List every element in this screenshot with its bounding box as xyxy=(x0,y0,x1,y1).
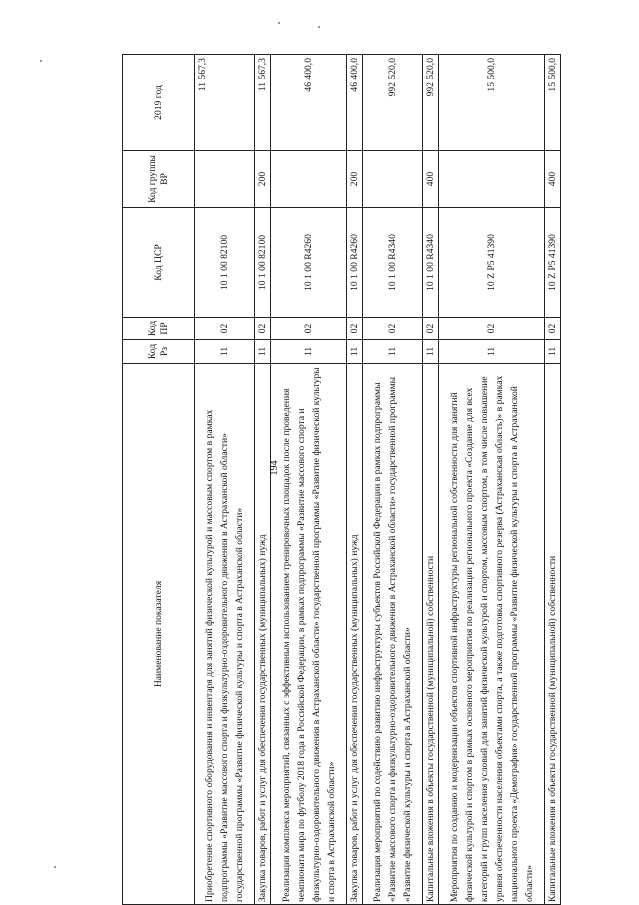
header-year: 2019 год xyxy=(123,55,195,151)
table-row xyxy=(271,55,347,905)
row-pr: 02 xyxy=(423,318,439,340)
row-vr: 200 xyxy=(347,151,363,208)
scan-speck xyxy=(40,60,42,62)
row-csr: 10 1 00 82100 xyxy=(195,208,255,318)
table-row xyxy=(545,55,561,905)
header-rz: Код Рз xyxy=(123,340,195,364)
table-row xyxy=(347,55,363,905)
scan-speck xyxy=(318,26,320,28)
row-rz: 11 xyxy=(439,340,545,364)
row-name: Приобретение спортивного оборудования и инвентаря для занятий физической культурой и массовым спортом в рамках подпрограммы «Развитие массового спорта и физкультурно-оздоровительного движения в Астраханской области» государственной программы «Развитие физической культуры и спорта в Астраханской области» xyxy=(195,364,255,905)
row-name: Капитальные вложения в объекты государственной (муниципальной) собственности xyxy=(423,364,439,905)
budget-table xyxy=(122,54,561,905)
table-row xyxy=(255,55,271,905)
header-pr: Код ПР xyxy=(123,318,195,340)
row-name: Реализация комплекса мероприятий, связанных с эффективным использованием тренировочных площадок после проведения чемпионата мира по футболу 2018 года в Российской Федерации, в рамках подпрограммы «Развитие массового спорта и физкультурно-оздоровительного движения в Астраханской области» государственной программы «Развитие физической культуры и спорта в Астраханской области» xyxy=(271,364,347,905)
row-vr: 400 xyxy=(423,151,439,208)
table-row xyxy=(439,55,545,905)
row-vr xyxy=(439,151,545,208)
row-rz: 11 xyxy=(271,340,347,364)
row-vr xyxy=(271,151,347,208)
row-vr xyxy=(195,151,255,208)
budget-table-frame xyxy=(122,55,558,905)
row-pr: 02 xyxy=(347,318,363,340)
row-pr: 02 xyxy=(439,318,545,340)
row-vr xyxy=(363,151,423,208)
row-rz: 11 xyxy=(347,340,363,364)
row-amount: 15 500,0 xyxy=(439,55,545,151)
row-pr: 02 xyxy=(545,318,561,340)
row-amount: 15 500,0 xyxy=(545,55,561,151)
row-amount: 992 520,0 xyxy=(363,55,423,151)
row-pr: 02 xyxy=(363,318,423,340)
row-csr: 10 1 00 R4340 xyxy=(363,208,423,318)
table-row xyxy=(363,55,423,905)
header-name: Наименование показателя xyxy=(123,364,195,905)
row-csr: 10 Z P5 41390 xyxy=(439,208,545,318)
scan-speck xyxy=(54,866,56,868)
row-name: Закупка товаров, работ и услуг для обеспечения государственных (муниципальных) нужд xyxy=(347,364,363,905)
table-row xyxy=(423,55,439,905)
header-csr: Код ЦСР xyxy=(123,208,195,318)
table-header-row xyxy=(123,55,195,905)
row-pr: 02 xyxy=(255,318,271,340)
row-name: Закупка товаров, работ и услуг для обеспечения государственных (муниципальных) нужд xyxy=(255,364,271,905)
row-pr: 02 xyxy=(195,318,255,340)
row-name: Реализация мероприятий по содействию развитию инфраструктуры субъектов Российской Федерации в рамках подпрограммы «Развитие массового спорта и физкультурно-оздоровительного движения в Астраханской области» государственной программы «Развитие физической культуры и спорта в Астраханской области» xyxy=(363,364,423,905)
row-csr: 10 1 00 R4260 xyxy=(271,208,347,318)
row-amount: 992 520,0 xyxy=(423,55,439,151)
row-amount: 46 400,0 xyxy=(347,55,363,151)
row-vr: 200 xyxy=(255,151,271,208)
row-rz: 11 xyxy=(545,340,561,364)
row-amount: 46 400,0 xyxy=(271,55,347,151)
row-name: Мероприятия по созданию и модернизации объектов спортивной инфраструктуры региональной собственности для занятий физической культурой и спортом в рамках основного мероприятия по реализации регионального проекта «Создание для всех категорий и групп населения условий для занятий физической культурой и спортом, массовым спортом, в том числе повышение уровня обеспеченности населения объектами спорта, а также подготовка спортивного резерва (Астраханская область)» в рамках национального проекта «Демография» государственной программы «Развитие физической культуры и спорта в Астраханской области» xyxy=(439,364,545,905)
row-rz: 11 xyxy=(363,340,423,364)
row-rz: 11 xyxy=(255,340,271,364)
row-csr: 10 1 00 R4340 xyxy=(423,208,439,318)
row-pr: 02 xyxy=(271,318,347,340)
page-number: 194 xyxy=(269,460,280,476)
row-csr: 10 1 00 R4260 xyxy=(347,208,363,318)
header-vr: Код группы ВР xyxy=(123,151,195,208)
rotated-table-container xyxy=(122,55,558,905)
row-amount: 11 567,3 xyxy=(255,55,271,151)
row-csr: 10 1 00 82100 xyxy=(255,208,271,318)
row-csr: 10 Z P5 41390 xyxy=(545,208,561,318)
row-rz: 11 xyxy=(423,340,439,364)
scan-speck xyxy=(278,22,280,24)
row-vr: 400 xyxy=(545,151,561,208)
row-amount: 11 567,3 xyxy=(195,55,255,151)
row-rz: 11 xyxy=(195,340,255,364)
table-row xyxy=(195,55,255,905)
row-name: Капитальные вложения в объекты государственной (муниципальной) собственности xyxy=(545,364,561,905)
